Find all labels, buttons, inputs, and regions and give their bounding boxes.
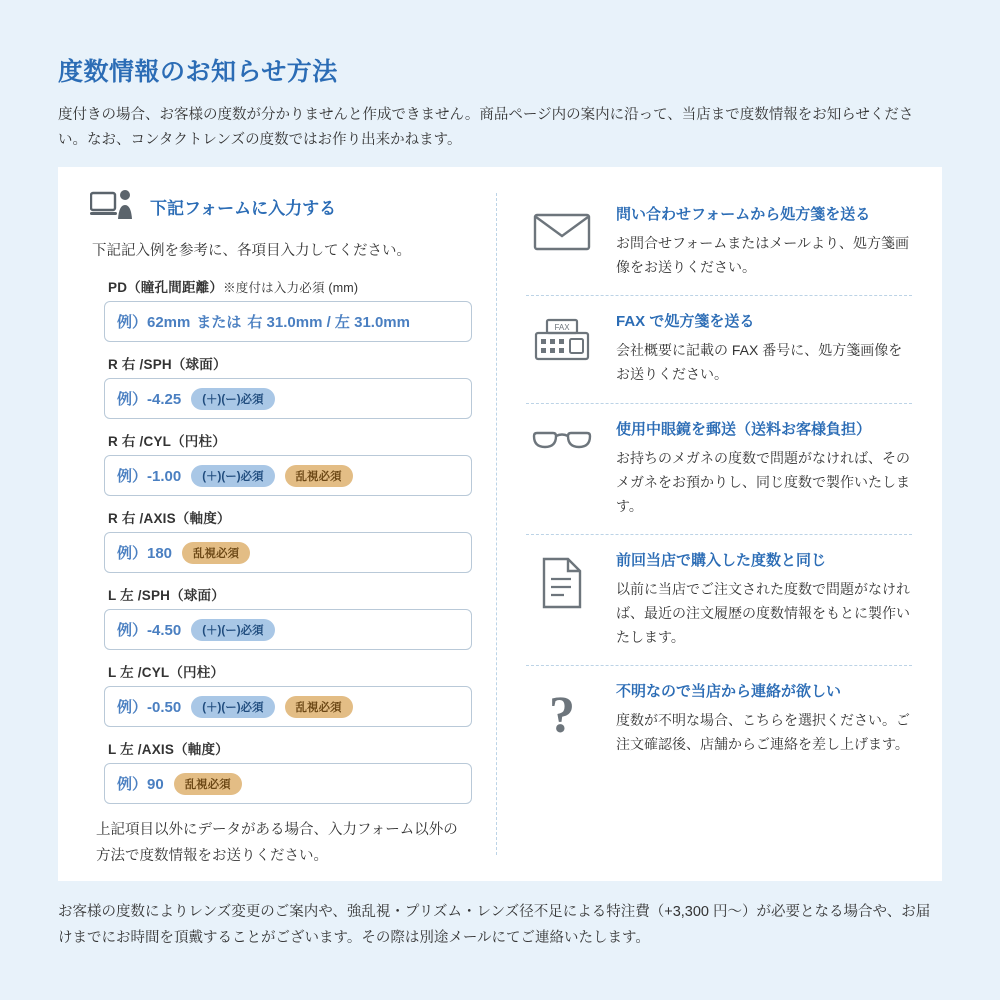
tag-sign-required: (＋)(ー)必須 xyxy=(191,465,274,487)
svg-text:FAX: FAX xyxy=(554,323,570,333)
tag-astigmatism-required: 乱視必須 xyxy=(174,773,242,795)
method-item-mail-glasses[interactable] xyxy=(526,404,912,535)
tag-astigmatism-required: 乱視必須 xyxy=(182,542,250,564)
method-text: お持ちのメガネの度数で問題がなければ、そのメガネをお預かりし、同じ度数で製作いたします。 xyxy=(616,449,910,514)
footer-note: お客様の度数によりレンズ変更のご案内や、強乱視・プリズム・レンズ径不足による特注費（+3,300 円～）が必要となる場合や、お届けまでにお時間を頂戴することがございます。その際は別途メールにてご連絡いたします。 xyxy=(58,904,931,947)
field-input-r-sph[interactable] xyxy=(104,378,472,419)
form-input-icon xyxy=(90,189,136,223)
method-title: 使用中眼鏡を郵送（送料お客様負担） xyxy=(616,420,872,438)
method-text: 以前に当店でご注文された度数で問題がなければ、最近の注文履歴の度数情報をもとに製作いたします。 xyxy=(616,580,910,645)
tag-sign-required: (＋)(ー)必須 xyxy=(191,696,274,718)
method-item-previous-order[interactable] xyxy=(526,535,912,666)
method-title: 問い合わせフォームから処方箋を送る xyxy=(616,206,871,224)
question-mark-icon xyxy=(526,680,598,756)
field-label-pd: PD（瞳孔間距離）※度付は入力必須 (mm) xyxy=(108,280,359,296)
field-example-pd: 例）62mm xyxy=(117,314,191,332)
method-item-inquiry-form[interactable] xyxy=(526,189,912,296)
method-title: 前回当店で購入した度数と同じ xyxy=(616,551,827,569)
field-input-r-cyl[interactable] xyxy=(104,455,472,496)
field-input-r-axis[interactable] xyxy=(104,532,472,573)
tag-astigmatism-required: 乱視必須 xyxy=(285,465,353,487)
field-input-l-cyl[interactable] xyxy=(104,686,472,727)
field-input-pd[interactable] xyxy=(104,301,472,342)
field-label-r-cyl: R 右 /CYL（円柱） xyxy=(108,434,226,450)
field-example-r-cyl: 例）-1.00 xyxy=(117,468,182,486)
field-example-l-sph: 例）-4.50 xyxy=(117,622,182,640)
method-text: 度数が不明な場合、こちらを選択ください。ご注文確認後、店舗からご連絡を差し上げます。 xyxy=(616,712,910,753)
field-example-pd-mid: または xyxy=(196,314,242,332)
form-entry-title: 下記フォームに入力する xyxy=(150,198,337,218)
tag-sign-required: (＋)(ー)必須 xyxy=(191,388,274,410)
field-label-l-axis: L 左 /AXIS（軸度） xyxy=(108,742,229,758)
envelope-icon xyxy=(526,203,598,279)
page-intro: 度付きの場合、お客様の度数が分かりませんと作成できません。商品ページ内の案内に沿って、当店まで度数情報をお知らせください。なお、コンタクトレンズの度数ではお作り出来かねます。 xyxy=(58,106,914,148)
method-item-fax[interactable] xyxy=(526,296,912,403)
field-label-l-cyl: L 左 /CYL（円柱） xyxy=(108,665,225,681)
field-label-l-sph: L 左 /SPH（球面） xyxy=(108,588,225,604)
field-input-l-axis[interactable] xyxy=(104,763,472,804)
tag-astigmatism-required: 乱視必須 xyxy=(285,696,353,718)
glasses-icon xyxy=(526,418,598,518)
field-example-r-axis: 例）180 xyxy=(117,545,173,563)
method-title: FAX で処方箋を送る xyxy=(616,313,755,331)
form-entry-heading xyxy=(90,189,472,223)
other-methods-column xyxy=(498,167,942,881)
info-card xyxy=(58,167,942,881)
form-entry-column xyxy=(58,167,496,881)
page-title: 度数情報のお知らせ方法 xyxy=(58,58,338,86)
form-entry-subheading: 下記記入例を参考に、各項目入力してください。 xyxy=(92,243,411,260)
method-text: 会社概要に記載の FAX 番号に、処方箋画像をお送りください。 xyxy=(616,342,903,383)
field-label-r-sph: R 右 /SPH（球面） xyxy=(108,357,227,373)
form-entry-footer: 上記項目以外にデータがある場合、入力フォーム以外の方法で度数情報をお送りください。 xyxy=(96,822,458,864)
field-example-l-cyl: 例）-0.50 xyxy=(117,699,182,717)
field-example-l-axis: 例）90 xyxy=(117,776,164,794)
field-example-r-sph: 例）-4.25 xyxy=(117,391,182,409)
field-example-pd-suffix: 右 31.0mm / 左 31.0mm xyxy=(247,314,410,332)
method-title: 不明なので当店から連絡が欲しい xyxy=(616,683,842,701)
method-item-contact-me[interactable] xyxy=(526,666,912,772)
svg-text:?: ? xyxy=(549,688,575,741)
tag-sign-required: (＋)(ー)必須 xyxy=(191,619,274,641)
field-input-l-sph[interactable] xyxy=(104,609,472,650)
field-label-r-axis: R 右 /AXIS（軸度） xyxy=(108,511,231,527)
fax-icon xyxy=(526,310,598,386)
method-text: お問合せフォームまたはメールより、処方箋画像をお送りください。 xyxy=(616,235,910,276)
document-icon xyxy=(526,549,598,649)
